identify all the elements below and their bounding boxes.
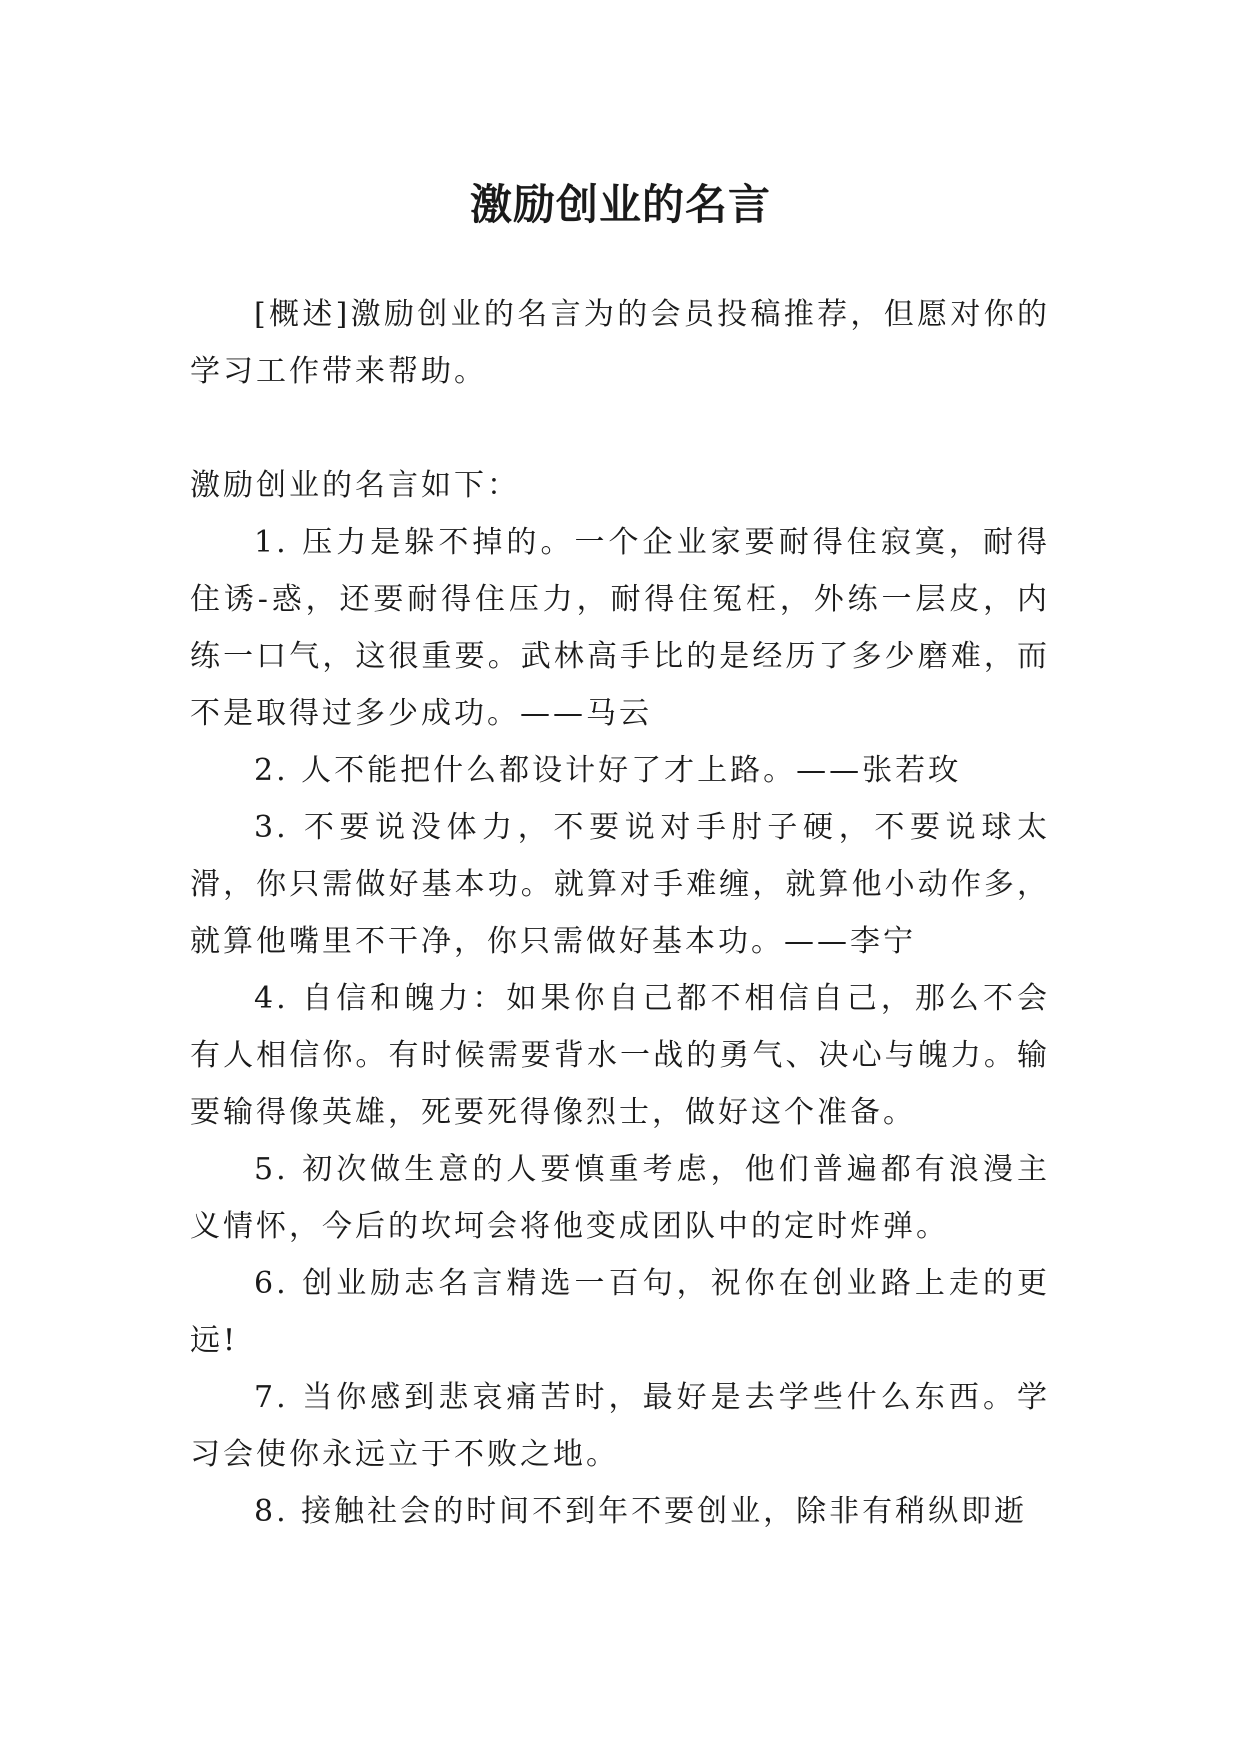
quote-item-4: 4. 自信和魄力：如果你自己都不相信自己，那么不会有人相信你。有时候需要背水一战的勇气、决心与魄力。输要输得像英雄，死要死得像烈士，做好这个准备。: [190, 981, 1050, 1130]
quote-item-7: 7. 当你感到悲哀痛苦时，最好是去学些什么东西。学习会使你永远立于不败之地。: [190, 1380, 1050, 1472]
summary-paragraph: [概述]激励创业的名言为的会员投稿推荐，但愿对你的学习工作带来帮助。: [190, 297, 1050, 389]
document-body: [190, 286, 1050, 1540]
quote-item-8: 8. 接触社会的时间不到年不要创业，除非有稍纵即逝: [254, 1494, 1028, 1529]
quote-item-2: 2. 人不能把什么都设计好了才上路。——张若玫: [254, 753, 962, 788]
paragraph-spacer: [190, 400, 1050, 457]
quote-item-1: 1. 压力是躲不掉的。一个企业家要耐得住寂寞，耐得住诱-惑，还要耐得住压力，耐得住冤枉，外练一层皮，内练一口气，这很重要。武林高手比的是经历了多少磨难，而不是取得过多少成功。——马云: [190, 525, 1050, 731]
intro-paragraph: 激励创业的名言如下：: [190, 468, 520, 503]
quote-item-5: 5. 初次做生意的人要慎重考虑，他们普遍都有浪漫主义情怀，今后的坎坷会将他变成团队中的定时炸弹。: [190, 1152, 1050, 1244]
quote-item-3: 3. 不要说没体力，不要说对手肘子硬，不要说球太滑，你只需做好基本功。就算对手难缠，就算他小动作多，就算他嘴里不干净，你只需做好基本功。——李宁: [190, 810, 1050, 959]
quote-item-6: 6. 创业励志名言精选一百句，祝你在创业路上走的更远!: [190, 1266, 1050, 1358]
document-title: 激励创业的名言: [469, 180, 771, 230]
